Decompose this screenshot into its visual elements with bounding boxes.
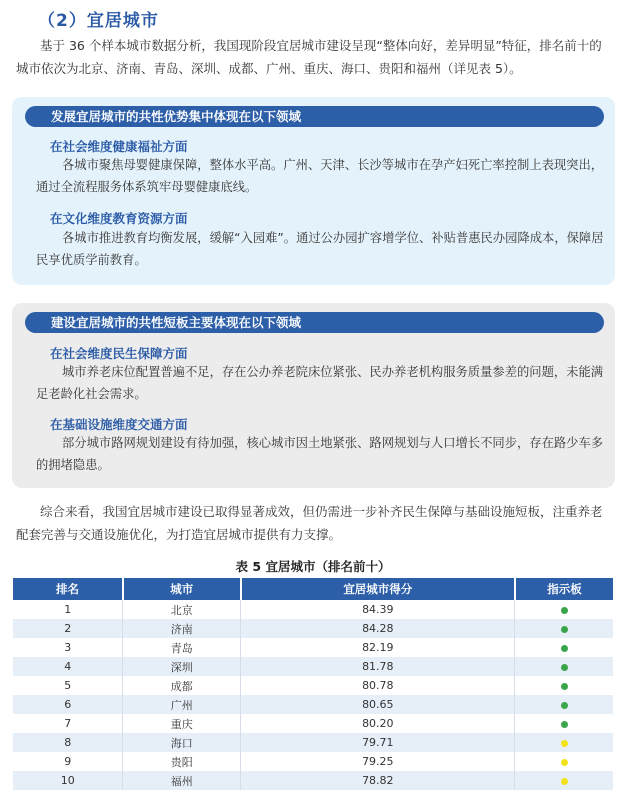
weakness-heading: 在社会维度民生保障方面 — [50, 346, 188, 361]
cell-indicator — [515, 600, 613, 619]
intro-paragraph: 基于 36 个样本城市数据分析，我国现阶段宜居城市建设呈现“整体向好，差异明显”特征，排名前十的城市依次为北京、济南、青岛、深圳、成都、广州、重庆、海口、贵阳和福州（详见表 5）。 — [16, 38, 602, 76]
table-row — [13, 600, 613, 619]
ranking-table — [13, 578, 613, 790]
cell-rank: 8 — [13, 733, 123, 752]
status-dot-icon — [561, 607, 568, 614]
cell-rank: 4 — [13, 657, 123, 676]
status-dot-icon — [561, 778, 568, 785]
status-dot-icon — [561, 683, 568, 690]
section-title: （2）宜居城市 — [38, 11, 159, 31]
table-row — [13, 733, 613, 752]
header-rank: 排名 — [13, 578, 123, 600]
cell-score: 78.82 — [241, 771, 515, 790]
cell-city: 成都 — [123, 676, 241, 695]
table-caption: 表 5 宜居城市（排名前十） — [235, 559, 391, 574]
table-row — [13, 695, 613, 714]
status-dot-icon — [561, 626, 568, 633]
table-row — [13, 714, 613, 733]
cell-score: 84.28 — [241, 619, 515, 638]
cell-rank: 3 — [13, 638, 123, 657]
header-indicator: 指示板 — [515, 578, 613, 600]
weaknesses-banner: 建设宜居城市的共性短板主要体现在以下领域 — [25, 312, 604, 333]
status-dot-icon — [561, 721, 568, 728]
cell-indicator — [515, 771, 613, 790]
cell-city: 福州 — [123, 771, 241, 790]
cell-rank: 7 — [13, 714, 123, 733]
cell-city: 海口 — [123, 733, 241, 752]
cell-score: 80.78 — [241, 676, 515, 695]
advantage-heading: 在文化维度教育资源方面 — [50, 211, 188, 226]
table-row — [13, 676, 613, 695]
advantages-box — [12, 97, 615, 285]
weakness-text: 城市养老床位配置普遍不足，存在公办养老院床位紧张、民办养老机构服务质量参差的问题，未能满足老龄化社会需求。 — [36, 365, 604, 401]
cell-score: 80.65 — [241, 695, 515, 714]
cell-indicator — [515, 714, 613, 733]
cell-rank: 2 — [13, 619, 123, 638]
cell-rank: 9 — [13, 752, 123, 771]
cell-indicator — [515, 676, 613, 695]
cell-score: 84.39 — [241, 600, 515, 619]
cell-rank: 6 — [13, 695, 123, 714]
table-row — [13, 752, 613, 771]
cell-city: 贵阳 — [123, 752, 241, 771]
status-dot-icon — [561, 664, 568, 671]
table-header-row — [13, 578, 613, 600]
weakness-text: 部分城市路网规划建设有待加强，核心城市因土地紧张、路网规划与人口增长不同步，存在路少车多的拥堵隐患。 — [36, 436, 604, 472]
weakness-heading: 在基础设施维度交通方面 — [50, 417, 188, 432]
cell-indicator — [515, 657, 613, 676]
cell-indicator — [515, 638, 613, 657]
cell-score: 79.71 — [241, 733, 515, 752]
advantage-text: 各城市推进教育均衡发展，缓解“入园难”。通过公办园扩容增学位、补贴普惠民办园降成本，保障居民享优质学前教育。 — [36, 231, 604, 267]
cell-score: 80.20 — [241, 714, 515, 733]
table-body — [13, 600, 613, 790]
cell-rank: 5 — [13, 676, 123, 695]
cell-indicator — [515, 619, 613, 638]
weaknesses-box — [12, 303, 615, 488]
cell-city: 深圳 — [123, 657, 241, 676]
cell-score: 81.78 — [241, 657, 515, 676]
cell-city: 济南 — [123, 619, 241, 638]
status-dot-icon — [561, 740, 568, 747]
header-city: 城市 — [123, 578, 241, 600]
table-row — [13, 657, 613, 676]
cell-indicator — [515, 695, 613, 714]
cell-city: 重庆 — [123, 714, 241, 733]
advantage-heading: 在社会维度健康福祉方面 — [50, 139, 188, 154]
cell-city: 北京 — [123, 600, 241, 619]
cell-score: 79.25 — [241, 752, 515, 771]
advantage-text: 各城市聚焦母婴健康保障，整体水平高。广州、天津、长沙等城市在孕产妇死亡率控制上表现突出，通过全流程服务体系筑牢母婴健康底线。 — [36, 158, 604, 194]
cell-score: 82.19 — [241, 638, 515, 657]
cell-indicator — [515, 733, 613, 752]
table-row — [13, 771, 613, 790]
cell-rank: 1 — [13, 600, 123, 619]
advantages-banner: 发展宜居城市的共性优势集中体现在以下领域 — [25, 106, 604, 127]
cell-rank: 10 — [13, 771, 123, 790]
status-dot-icon — [561, 645, 568, 652]
table-row — [13, 619, 613, 638]
table-row — [13, 638, 613, 657]
conclusion-paragraph: 综合来看，我国宜居城市建设已取得显著成效，但仍需进一步补齐民生保障与基础设施短板，注重养老配套完善与交通设施优化，为打造宜居城市提供有力支撑。 — [16, 504, 603, 542]
cell-city: 广州 — [123, 695, 241, 714]
cell-indicator — [515, 752, 613, 771]
status-dot-icon — [561, 759, 568, 766]
status-dot-icon — [561, 702, 568, 709]
cell-city: 青岛 — [123, 638, 241, 657]
header-score: 宜居城市得分 — [241, 578, 515, 600]
